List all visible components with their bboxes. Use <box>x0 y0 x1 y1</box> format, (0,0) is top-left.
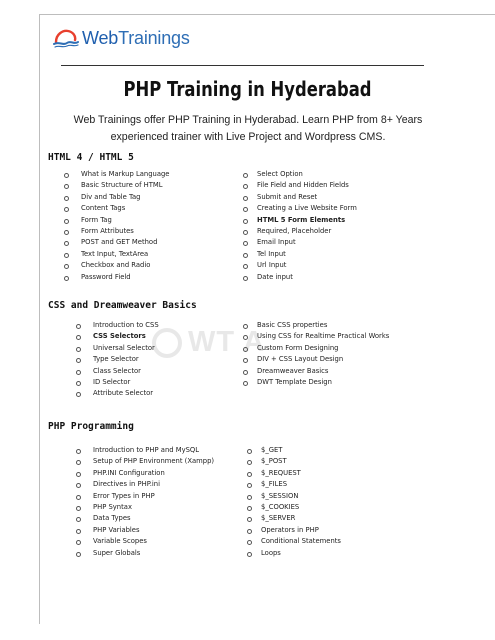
bullet-icon <box>76 483 81 488</box>
bullet-icon <box>243 358 248 363</box>
logo-text-web: Web <box>82 28 119 48</box>
bullet-icon <box>243 241 248 246</box>
bullet-icon <box>64 173 69 178</box>
bullet-icon <box>247 517 252 522</box>
page-border-top <box>39 14 495 15</box>
bullet-icon <box>247 540 252 545</box>
bullet-icon <box>247 506 252 511</box>
logo-text-trainings: Trainings <box>118 28 190 48</box>
bullet-icon <box>243 207 248 212</box>
title-rule <box>61 65 424 66</box>
bullet-icon <box>243 370 248 375</box>
bullet-icon <box>76 517 81 522</box>
bullet-icon <box>243 196 248 201</box>
bullet-icon <box>247 552 252 557</box>
bullet-icon <box>243 381 248 386</box>
bullet-icon <box>243 219 248 224</box>
watermark-text: WT A <box>188 326 266 358</box>
bullet-icon <box>247 472 252 477</box>
bullet-icon <box>64 264 69 269</box>
bullet-icon <box>243 253 248 258</box>
intro-paragraph: Web Trainings offer PHP Training in Hyderabad. Learn PHP from 8+ Years experienced trainer with Live Project and Wordpress CMS. <box>73 114 423 143</box>
bullet-icon <box>76 392 81 397</box>
bullet-icon <box>243 276 248 281</box>
bullet-icon <box>76 381 81 386</box>
bullet-icon <box>64 276 69 281</box>
bullet-icon <box>247 449 252 454</box>
bullet-icon <box>76 552 81 557</box>
page-title: PHP Training in Hyderabad <box>123 77 372 101</box>
bullet-icon <box>247 460 252 465</box>
bullet-icon <box>76 529 81 534</box>
bullet-icon <box>64 230 69 235</box>
bullet-icon <box>243 347 248 352</box>
bullet-icon <box>247 529 252 534</box>
bullet-icon <box>76 472 81 477</box>
bullet-icon <box>76 335 81 340</box>
bullet-icon <box>76 370 81 375</box>
bullet-icon <box>76 347 81 352</box>
bullet-icon <box>64 207 69 212</box>
logo-text <box>82 28 190 49</box>
section-heading-html: HTML 4 / HTML 5 <box>48 152 134 163</box>
section-heading-php: PHP Programming <box>48 421 134 432</box>
bullet-icon <box>64 219 69 224</box>
bullet-icon <box>64 184 69 189</box>
watermark <box>151 326 265 359</box>
bullet-icon <box>76 358 81 363</box>
bullet-icon <box>76 449 81 454</box>
bullet-icon <box>243 184 248 189</box>
bullet-icon <box>64 241 69 246</box>
section-heading-css: CSS and Dreamweaver Basics <box>48 300 197 311</box>
bullet-icon <box>243 324 248 329</box>
bullet-icon <box>76 540 81 545</box>
bullet-icon <box>247 483 252 488</box>
bullet-icon <box>247 495 252 500</box>
page-border-left <box>39 14 40 624</box>
bullet-icon <box>243 264 248 269</box>
bullet-icon <box>243 173 248 178</box>
bullet-icon <box>64 253 69 258</box>
bullet-icon <box>64 196 69 201</box>
bullet-icon <box>76 495 81 500</box>
bullet-icon <box>76 506 81 511</box>
bullet-icon <box>76 460 81 465</box>
bullet-icon <box>243 230 248 235</box>
logo-icon <box>53 29 79 49</box>
bullet-icon <box>76 324 81 329</box>
webtrainings-logo <box>53 28 190 49</box>
